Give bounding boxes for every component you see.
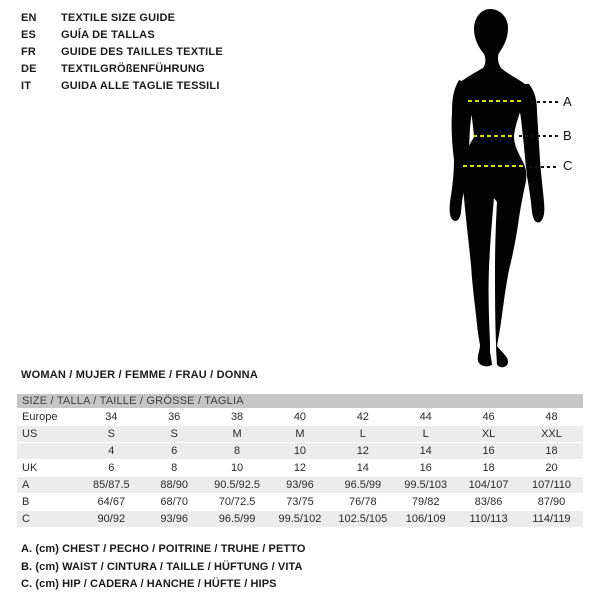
table-header-row: [17, 394, 583, 409]
table-row: [17, 409, 583, 426]
size-cell: M: [269, 426, 332, 443]
language-list: [21, 10, 223, 95]
size-cell: M: [206, 426, 269, 443]
table-row: [17, 426, 583, 443]
language-code: IT: [21, 80, 32, 92]
size-cell: 79/82: [394, 494, 457, 511]
table-row: [17, 511, 583, 528]
size-cell: 40: [269, 409, 332, 426]
size-cell: 14: [331, 460, 394, 477]
language-guide-label: TEXTILGRÖßENFÜHRUNG: [61, 63, 205, 75]
size-cell: 6: [80, 460, 143, 477]
language-row: [21, 27, 223, 44]
size-cell: 99.5/103: [394, 477, 457, 494]
size-cell: 16: [394, 460, 457, 477]
language-guide-label: GUIDA ALLE TAGLIE TESSILI: [61, 80, 220, 92]
table-row: [17, 443, 583, 460]
size-cell: 14: [394, 443, 457, 460]
size-cell: 88/90: [143, 477, 206, 494]
size-cell: 64/67: [80, 494, 143, 511]
size-cell: 46: [457, 409, 520, 426]
row-label: UK: [17, 460, 80, 477]
size-cell: 104/107: [457, 477, 520, 494]
size-cell: 90.5/92.5: [206, 477, 269, 494]
size-cell: 10: [269, 443, 332, 460]
size-cell: L: [394, 426, 457, 443]
size-cell: 102.5/105: [331, 511, 394, 528]
size-cell: XXL: [520, 426, 583, 443]
row-label: B: [17, 494, 80, 511]
size-cell: 114/119: [520, 511, 583, 528]
row-label: [17, 443, 80, 460]
size-cell: 106/109: [394, 511, 457, 528]
figure-label-b: B: [563, 128, 572, 143]
language-row: [21, 78, 223, 95]
size-cell: 16: [457, 443, 520, 460]
size-cell: 34: [80, 409, 143, 426]
table-title: WOMAN / MUJER / FEMME / FRAU / DONNA: [21, 369, 258, 381]
size-cell: S: [143, 426, 206, 443]
size-cell: 8: [206, 443, 269, 460]
legend-line: C. (cm) HIP / CADERA / HANCHE / HÜFTE / HIPS: [21, 578, 277, 590]
size-cell: 90/92: [80, 511, 143, 528]
size-cell: 38: [206, 409, 269, 426]
figure-label-a: A: [563, 94, 572, 109]
size-table: [17, 394, 583, 528]
row-label: Europe: [17, 409, 80, 426]
size-cell: 110/113: [457, 511, 520, 528]
size-cell: 10: [206, 460, 269, 477]
size-cell: 93/96: [269, 477, 332, 494]
row-label: US: [17, 426, 80, 443]
row-label: C: [17, 511, 80, 528]
size-cell: 12: [269, 460, 332, 477]
table-header-label: SIZE / TALLA / TAILLE / GRÖSSE / TAGLIA: [17, 394, 583, 409]
size-cell: 87/90: [520, 494, 583, 511]
language-code: DE: [21, 63, 37, 75]
size-cell: 4: [80, 443, 143, 460]
language-row: [21, 44, 223, 61]
size-cell: 42: [331, 409, 394, 426]
size-cell: L: [331, 426, 394, 443]
language-code: ES: [21, 29, 37, 41]
language-code: EN: [21, 12, 37, 24]
size-cell: 36: [143, 409, 206, 426]
language-code: FR: [21, 46, 37, 58]
size-cell: 70/72.5: [206, 494, 269, 511]
measurement-legend: [21, 541, 306, 594]
size-cell: 20: [520, 460, 583, 477]
row-label: A: [17, 477, 80, 494]
size-cell: 12: [331, 443, 394, 460]
language-guide-label: GUÍA DE TALLAS: [61, 29, 155, 41]
size-cell: 48: [520, 409, 583, 426]
size-cell: 85/87.5: [80, 477, 143, 494]
size-cell: 8: [143, 460, 206, 477]
language-guide-label: TEXTILE SIZE GUIDE: [61, 12, 176, 24]
legend-line: B. (cm) WAIST / CINTURA / TAILLE / HÜFTUNG / VITA: [21, 560, 303, 573]
size-cell: XL: [457, 426, 520, 443]
language-row: [21, 10, 223, 27]
size-cell: 73/75: [269, 494, 332, 511]
size-cell: 6: [143, 443, 206, 460]
size-cell: 44: [394, 409, 457, 426]
language-row: [21, 61, 223, 78]
table-row: [17, 494, 583, 511]
size-cell: S: [80, 426, 143, 443]
woman-silhouette: [410, 0, 600, 380]
size-cell: 83/86: [457, 494, 520, 511]
size-cell: 93/96: [143, 511, 206, 528]
size-cell: 107/110: [520, 477, 583, 494]
size-cell: 18: [520, 443, 583, 460]
size-cell: 96.5/99: [206, 511, 269, 528]
size-cell: 76/78: [331, 494, 394, 511]
table-row: [17, 477, 583, 494]
size-cell: 96.5/99: [331, 477, 394, 494]
language-guide-label: GUIDE DES TAILLES TEXTILE: [61, 46, 223, 58]
table-row: [17, 460, 583, 477]
size-cell: 99.5/102: [269, 511, 332, 528]
size-cell: 68/70: [143, 494, 206, 511]
size-cell: 18: [457, 460, 520, 477]
figure-label-c: C: [563, 158, 573, 173]
legend-line: A. (cm) CHEST / PECHO / POITRINE / TRUHE / PETTO: [21, 543, 306, 555]
